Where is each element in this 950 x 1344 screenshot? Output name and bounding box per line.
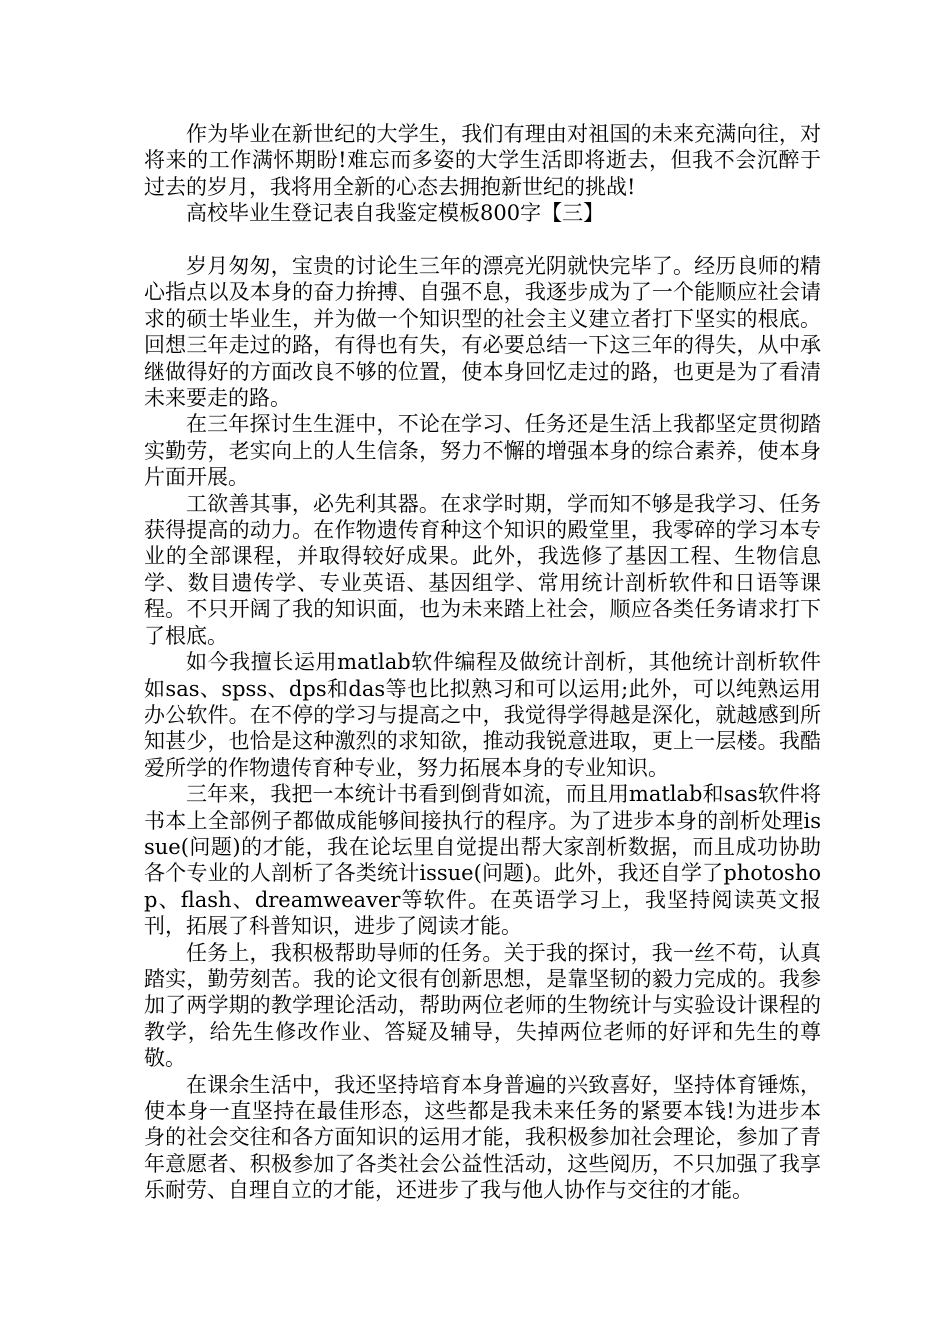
paragraph-4: 如今我擅长运用matlab软件编程及做统计剖析，其他统计剖析软件如sas、spss、dps和das等也比拟熟习和可以运用;此外，可以纯熟运用办公软件。在不停的学习与提高之中，我觉得学得越是深化，就越感到所知甚少，也恰是这种激烈的求知欲，推动我锐意进取，更上一层楼。我酷爱所学的作物遗传育种专业，努力拓展本身的专业知识。 [144,650,821,780]
paragraph-3: 工欲善其事，必先利其器。在求学时期，学而知不够是我学习、任务获得提高的动力。在作物遗传育种这个知识的殿堂里，我零碎的学习本专业的全部课程，并取得较好成果。此外，我选修了基因工程、生物信息学、数目遗传学、专业英语、基因组学、常用统计剖析软件和日语等课程。不只开阔了我的知识面，也为未来踏上社会，顺应各类任务请求打下了根底。 [144,491,821,648]
blank-line [144,227,821,253]
paragraph-5: 三年来，我把一本统计书看到倒背如流，而且用matlab和sas软件将书本上全部例子都做成能够间接执行的程序。为了进步本身的剖析处理issue(问题)的才能，我在论坛里自觉提出帮大家剖析数据，而且成功协助各个专业的人剖析了各类统计issue(问题)。此外，我还自学了photoshop、flash、dreamweaver等软件。在英语学习上，我坚持阅读英文报刊，拓展了科普知识，进步了阅读才能。 [144,782,821,939]
paragraph-intro: 作为毕业在新世纪的大学生，我们有理由对祖国的未来充满向往，对将来的工作满怀期盼!难忘而多姿的大学生活即将逝去，但我不会沉醉于过去的岁月，我将用全新的心态去拥抱新世纪的挑战! [144,122,821,199]
document-page [144,121,821,1204]
paragraph-6: 任务上，我积极帮助导师的任务。关于我的探讨，我一丝不苟，认真踏实，勤劳刻苦。我的论文很有创新思想，是靠坚韧的毅力完成的。我参加了两学期的教学理论活动，帮助两位老师的生物统计与实验设计课程的教学，给先生修改作业、答疑及辅导，失掉两位老师的好评和先生的尊敬。 [144,940,821,1071]
paragraph-1: 岁月匆匆，宝贵的讨论生三年的漂亮光阴就快完毕了。经历良师的精心指点以及本身的奋力拚搏、自强不息，我逐步成为了一个能顺应社会请求的硕士毕业生，并为做一个知识型的社会主义建立者打下坚实的根底。回想三年走过的路，有得也有失，有必要总结一下这三年的得失，从中承继做得好的方面改良不够的位置，使本身回忆走过的路，也更是为了看清未来要走的路。 [144,254,821,411]
paragraph-7: 在课余生活中，我还坚持培育本身普遍的兴致喜好，坚持体育锤炼，使本身一直坚持在最佳形态，这些都是我未来任务的紧要本钱!为进步本身的社会交往和各方面知识的运用才能，我积极参加社会理论，参加了青年意愿者、积极参加了各类社会公益性活动，这些阅历，不只加强了我享乐耐劳、自理自立的才能，还进步了我与他人协作与交往的才能。 [144,1072,821,1203]
paragraph-2: 在三年探讨生生涯中，不论在学习、任务还是生活上我都坚定贯彻踏实勤劳，老实向上的人生信条，努力不懈的增强本身的综合素养，使本身片面开展。 [144,412,821,490]
section-heading: 高校毕业生登记表自我鉴定模板800字【三】 [186,201,605,226]
